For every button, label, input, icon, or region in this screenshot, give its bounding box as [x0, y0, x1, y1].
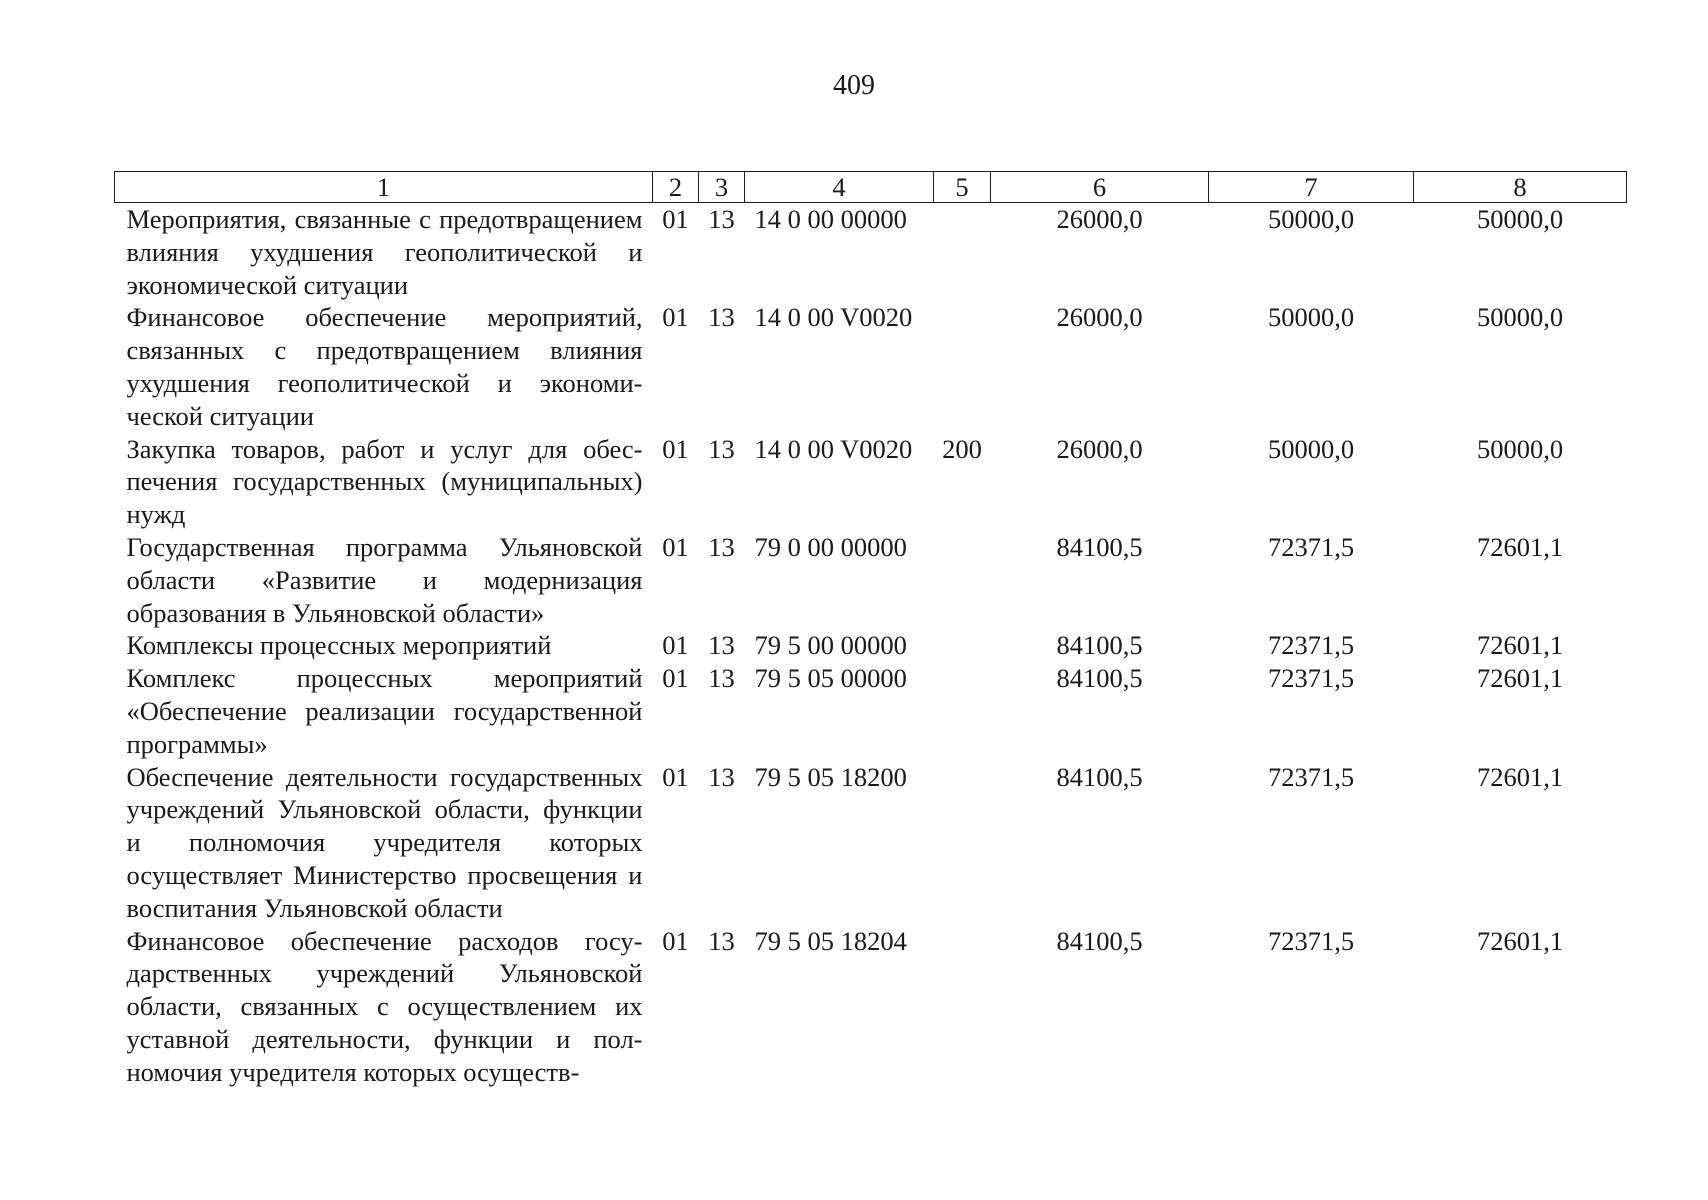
- target-article-code: 14 0 00 V0020: [754, 302, 913, 333]
- expense-type-code: 200: [942, 433, 982, 464]
- section-code: 01: [662, 531, 689, 562]
- amount-col-8: 72601,1: [1476, 925, 1564, 956]
- expense-type-code: [934, 203, 991, 302]
- target-article-code: 79 5 05 18204: [754, 925, 907, 956]
- amount-col-8: 72601,1: [1476, 531, 1564, 562]
- amount-col-8: 72601,1: [1476, 630, 1564, 661]
- amount-col-8: 50000,0: [1476, 433, 1564, 464]
- target-article-code: 79 0 00 00000: [754, 531, 907, 562]
- target-article-code: 14 0 00 00000: [754, 204, 907, 234]
- expense-type-code: [934, 531, 991, 629]
- header-col-8: 8: [1414, 172, 1627, 203]
- amount-col-7: 72371,5: [1267, 663, 1355, 694]
- table-body: [115, 203, 1627, 1089]
- item-name: Обеспечение деятельности государственных учреждений Ульяновской области, функции и полномочия учредителя которых осуществляет Министерство просвещения и воспитания Ульяновской области: [126, 761, 643, 923]
- table-header: [115, 172, 1627, 203]
- header-col-4: 4: [745, 172, 934, 203]
- section-code: 01: [662, 302, 689, 333]
- amount-col-7: 72371,5: [1267, 531, 1355, 562]
- header-col-2: 2: [653, 172, 699, 203]
- budget-table: [114, 171, 1627, 1089]
- table-row: [115, 761, 1627, 925]
- header-col-3: 3: [699, 172, 745, 203]
- subsection-code: 13: [708, 761, 735, 792]
- target-article-code: 79 5 05 00000: [754, 663, 907, 694]
- section-code: 01: [662, 204, 689, 234]
- table-row: [115, 925, 1627, 1089]
- amount-col-6: 84100,5: [1056, 531, 1143, 562]
- target-article-code: 14 0 00 V0020: [754, 433, 913, 464]
- subsection-code: 13: [708, 630, 735, 661]
- amount-col-8: 72601,1: [1476, 663, 1564, 694]
- item-name: Закупка товаров, работ и услуг для обеспечения государственных (муниципальных) нужд: [126, 433, 643, 530]
- item-name: Финансовое обеспечение расходов государственных учреждений Ульяновской области, связанных с осуществлением их уставной деятельности, функции и полномочия учредителя которых осуществ-: [126, 925, 643, 1087]
- amount-col-8: 50000,0: [1476, 204, 1564, 234]
- item-name: Государственная программа Ульяновской области «Развитие и модернизация образования в Ульяновской области»: [126, 531, 643, 628]
- item-name: Финансовое обеспечение мероприятий, связанных с предотвращением влияния ухудшения геополитической и экономической ситуации: [126, 302, 643, 431]
- amount-col-6: 26000,0: [1056, 204, 1143, 234]
- expense-type-code: [934, 925, 991, 1089]
- header-col-6: 6: [991, 172, 1209, 203]
- item-name: Мероприятия, связанные с предотвращением влияния ухудшения геополитической и экономической ситуации: [126, 204, 643, 300]
- subsection-code: 13: [708, 531, 735, 562]
- section-code: 01: [662, 663, 689, 694]
- table-row: [115, 531, 1627, 629]
- section-code: 01: [662, 630, 689, 661]
- amount-col-6: 26000,0: [1056, 302, 1143, 333]
- target-article-code: 79 5 05 18200: [754, 761, 907, 792]
- amount-col-6: 26000,0: [1056, 433, 1143, 464]
- header-col-5: 5: [934, 172, 991, 203]
- amount-col-7: 50000,0: [1267, 433, 1355, 464]
- amount-col-8: 50000,0: [1476, 302, 1564, 333]
- table-row: [115, 203, 1627, 302]
- header-col-1: 1: [115, 172, 653, 203]
- section-code: 01: [662, 433, 689, 464]
- table-row: [115, 433, 1627, 531]
- subsection-code: 13: [708, 204, 735, 234]
- amount-col-6: 84100,5: [1056, 630, 1143, 661]
- expense-type-code: [934, 761, 991, 925]
- section-code: 01: [662, 761, 689, 792]
- amount-col-6: 84100,5: [1056, 663, 1143, 694]
- table-row: [115, 662, 1627, 760]
- subsection-code: 13: [708, 663, 735, 694]
- target-article-code: 79 5 00 00000: [754, 630, 907, 661]
- expense-type-code: [934, 629, 991, 662]
- amount-col-7: 72371,5: [1267, 925, 1355, 956]
- section-code: 01: [662, 925, 689, 956]
- table-row: [115, 301, 1627, 432]
- subsection-code: 13: [708, 302, 735, 333]
- expense-type-code: [934, 662, 991, 760]
- amount-col-6: 84100,5: [1056, 761, 1143, 792]
- item-name: Комплексы процессных мероприятий: [126, 630, 552, 661]
- expense-type-code: [934, 301, 991, 432]
- amount-col-6: 84100,5: [1056, 925, 1143, 956]
- amount-col-8: 72601,1: [1476, 761, 1564, 792]
- amount-col-7: 72371,5: [1267, 630, 1355, 661]
- page-number: 409: [833, 70, 875, 101]
- item-name: Комплекс процессных мероприятий «Обеспечение реализации государственной программы»: [126, 663, 643, 759]
- amount-col-7: 50000,0: [1267, 204, 1355, 234]
- subsection-code: 13: [708, 925, 735, 956]
- header-col-7: 7: [1209, 172, 1414, 203]
- table-row: [115, 629, 1627, 662]
- amount-col-7: 72371,5: [1267, 761, 1355, 792]
- header-row: [115, 172, 1627, 203]
- amount-col-7: 50000,0: [1267, 302, 1355, 333]
- subsection-code: 13: [708, 433, 735, 464]
